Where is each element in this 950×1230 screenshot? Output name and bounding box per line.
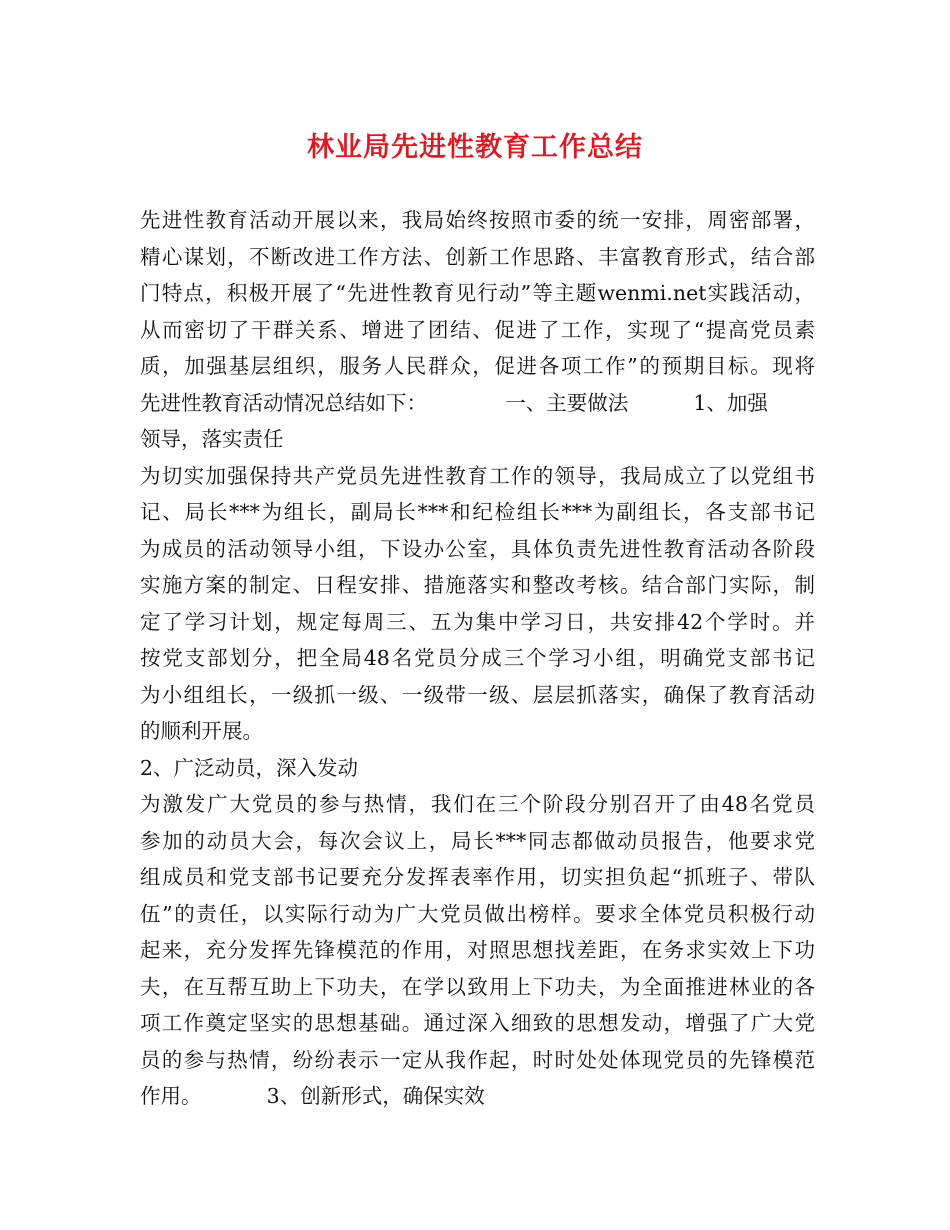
text-line: 参加的动员大会，每次会议上，局长***同志都做动员报告，他要求党 bbox=[140, 828, 815, 853]
text-line: 员的参与热情，纷纷表示一定从我作起，时时处处体现党员的先锋模范 bbox=[140, 1047, 815, 1072]
text-line: 作用。 3、创新形式，确保实效 bbox=[140, 1084, 485, 1108]
text-line: 精心谋划，不断改进工作方法、创新工作思路、丰富教育形式，结合部 bbox=[140, 244, 815, 269]
text-line: 项工作奠定坚实的思想基础。通过深入细致的思想发动，增强了广大党 bbox=[140, 1011, 815, 1035]
document-body bbox=[140, 202, 815, 1115]
text-line: 领导，落实责任 bbox=[140, 427, 284, 451]
text-line: 的顺利开展。 bbox=[140, 719, 263, 743]
text-line: 门特点，积极开展了“先进性教育见行动”等主题wenmi.net实践活动， bbox=[140, 281, 815, 305]
text-line: 定了学习计划，规定每周三、五为集中学习日，共安排42个学时。并 bbox=[140, 609, 815, 634]
text-line: 夫，在互帮互助上下功夫，在学以致用上下功夫，为全面推进林业的各 bbox=[140, 974, 815, 999]
text-line: 从而密切了干群关系、增进了团结、促进了工作，实现了“提高党员素 bbox=[140, 317, 815, 342]
text-line: 起来，充分发挥先锋模范的作用，对照思想找差距，在务求实效上下功 bbox=[140, 938, 815, 962]
text-line: 按党支部划分，把全局48名党员分成三个学习小组，明确党支部书记 bbox=[140, 646, 815, 670]
text-line: 先进性教育活动情况总结如下： 一、主要做法 1、加强 bbox=[140, 390, 768, 415]
text-line: 先进性教育活动开展以来，我局始终按照市委的统一安排，周密部署， bbox=[140, 208, 815, 232]
text-line: 质，加强基层组织，服务人民群众，促进各项工作”的预期目标。现将 bbox=[140, 354, 815, 378]
text-line: 伍”的责任，以实际行动为广大党员做出榜样。要求全体党员积极行动 bbox=[140, 901, 815, 926]
section-heading: 2、广泛动员，深入发动 bbox=[140, 755, 359, 780]
text-line: 为激发广大党员的参与热情，我们在三个阶段分别召开了由48名党员 bbox=[140, 792, 815, 816]
text-line: 记、局长***为组长，副局长***和纪检组长***为副组长，各支部书记 bbox=[140, 500, 815, 524]
text-line: 为成员的活动领导小组，下设办公室，具体负责先进性教育活动各阶段 bbox=[140, 536, 815, 561]
document-title: 林业局先进性教育工作总结 bbox=[307, 132, 643, 163]
text-line: 为切实加强保持共产党员先进性教育工作的领导，我局成立了以党组书 bbox=[140, 463, 815, 488]
text-line: 实施方案的制定、日程安排、措施落实和整改考核。结合部门实际，制 bbox=[140, 573, 815, 597]
text-line: 组成员和党支部书记要充分发挥表率作用，切实担负起“抓班子、带队 bbox=[140, 865, 815, 889]
text-line: 为小组组长，一级抓一级、一级带一级、层层抓落实，确保了教育活动 bbox=[140, 682, 815, 707]
